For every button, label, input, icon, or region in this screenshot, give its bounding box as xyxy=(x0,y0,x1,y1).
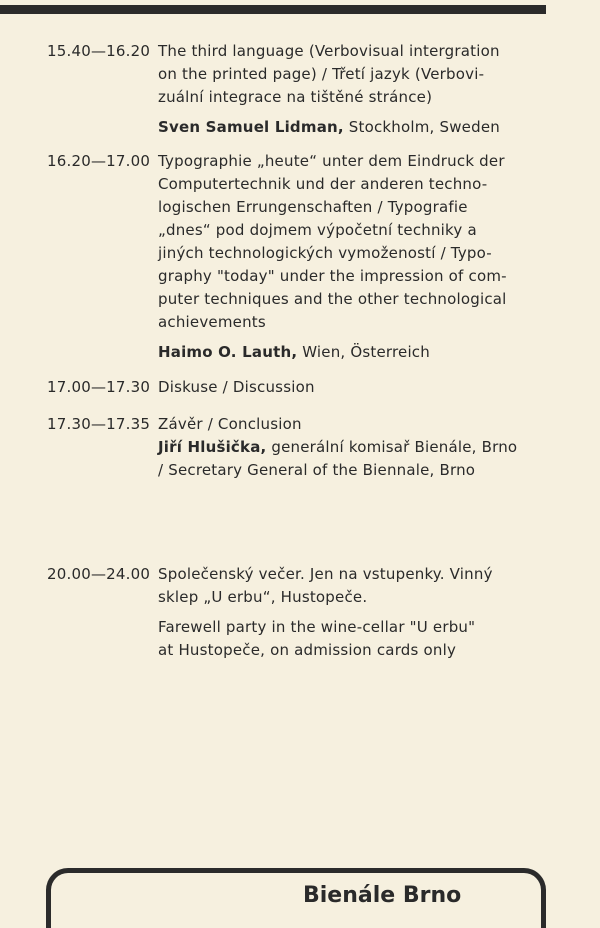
entry-body xyxy=(158,150,546,364)
entry-speaker xyxy=(158,436,546,482)
desc-line: jiných technologických vymožeností / Typo- xyxy=(158,244,492,262)
speaker-place: generální komisař Bienále, Brno xyxy=(266,438,518,456)
entry-speaker xyxy=(158,341,546,364)
desc-line: graphy "today" under the impression of com- xyxy=(158,267,507,285)
desc-line: „dnes“ pod dojmem výpočetní techniky a xyxy=(158,221,477,239)
entry-description xyxy=(158,150,546,334)
entry-time: 17.00—17.30 xyxy=(47,378,151,396)
entry-body xyxy=(158,376,546,399)
desc-line: puter techniques and the other technological xyxy=(158,290,507,308)
desc-line: The third language (Verbovisual intergration xyxy=(158,42,500,60)
entry-description xyxy=(158,413,546,436)
note-line: Farewell party in the wine-cellar "U erbu" xyxy=(158,618,476,636)
speaker-name: Sven Samuel Lidman, xyxy=(158,118,344,136)
top-rule xyxy=(0,5,546,14)
desc-line: achievements xyxy=(158,313,266,331)
desc-line: Společenský večer. Jen na vstupenky. Vinný xyxy=(158,565,493,583)
desc-line: on the printed page) / Třetí jazyk (Verbovi- xyxy=(158,65,485,83)
entry-time: 15.40—16.20 xyxy=(47,42,151,60)
entry-description xyxy=(158,563,546,609)
desc-line: Computertechnik und der anderen techno- xyxy=(158,175,488,193)
entry-body xyxy=(158,40,546,139)
desc-line: Typographie „heute“ unter dem Eindruck der xyxy=(158,152,505,170)
footer-frame xyxy=(46,868,546,928)
desc-line: Závěr / Conclusion xyxy=(158,415,302,433)
entry-time: 17.30—17.35 xyxy=(47,415,151,433)
entry-time: 20.00—24.00 xyxy=(47,565,151,583)
speaker-name: Haimo O. Lauth, xyxy=(158,343,298,361)
entry-note xyxy=(158,616,546,662)
desc-line: sklep „U erbu“, Hustopeče. xyxy=(158,588,368,606)
entry-time: 16.20—17.00 xyxy=(47,152,151,170)
desc-line: Diskuse / Discussion xyxy=(158,378,315,396)
entry-description xyxy=(158,376,546,399)
entry-speaker xyxy=(158,116,546,139)
entry-body xyxy=(158,413,546,482)
speaker-place: Stockholm, Sweden xyxy=(343,118,500,136)
footer-title: Bienále Brno xyxy=(303,883,462,908)
entry-body xyxy=(158,563,546,662)
note-line: at Hustopeče, on admission cards only xyxy=(158,641,457,659)
entry-description xyxy=(158,40,546,109)
desc-line: zuální integrace na tištěné stránce) xyxy=(158,88,433,106)
desc-line: logischen Errungenschaften / Typografie xyxy=(158,198,468,216)
speaker-place: Wien, Österreich xyxy=(297,343,430,361)
speaker-role-line: / Secretary General of the Biennale, Brno xyxy=(158,461,476,479)
speaker-name: Jiří Hlušička, xyxy=(158,438,267,456)
